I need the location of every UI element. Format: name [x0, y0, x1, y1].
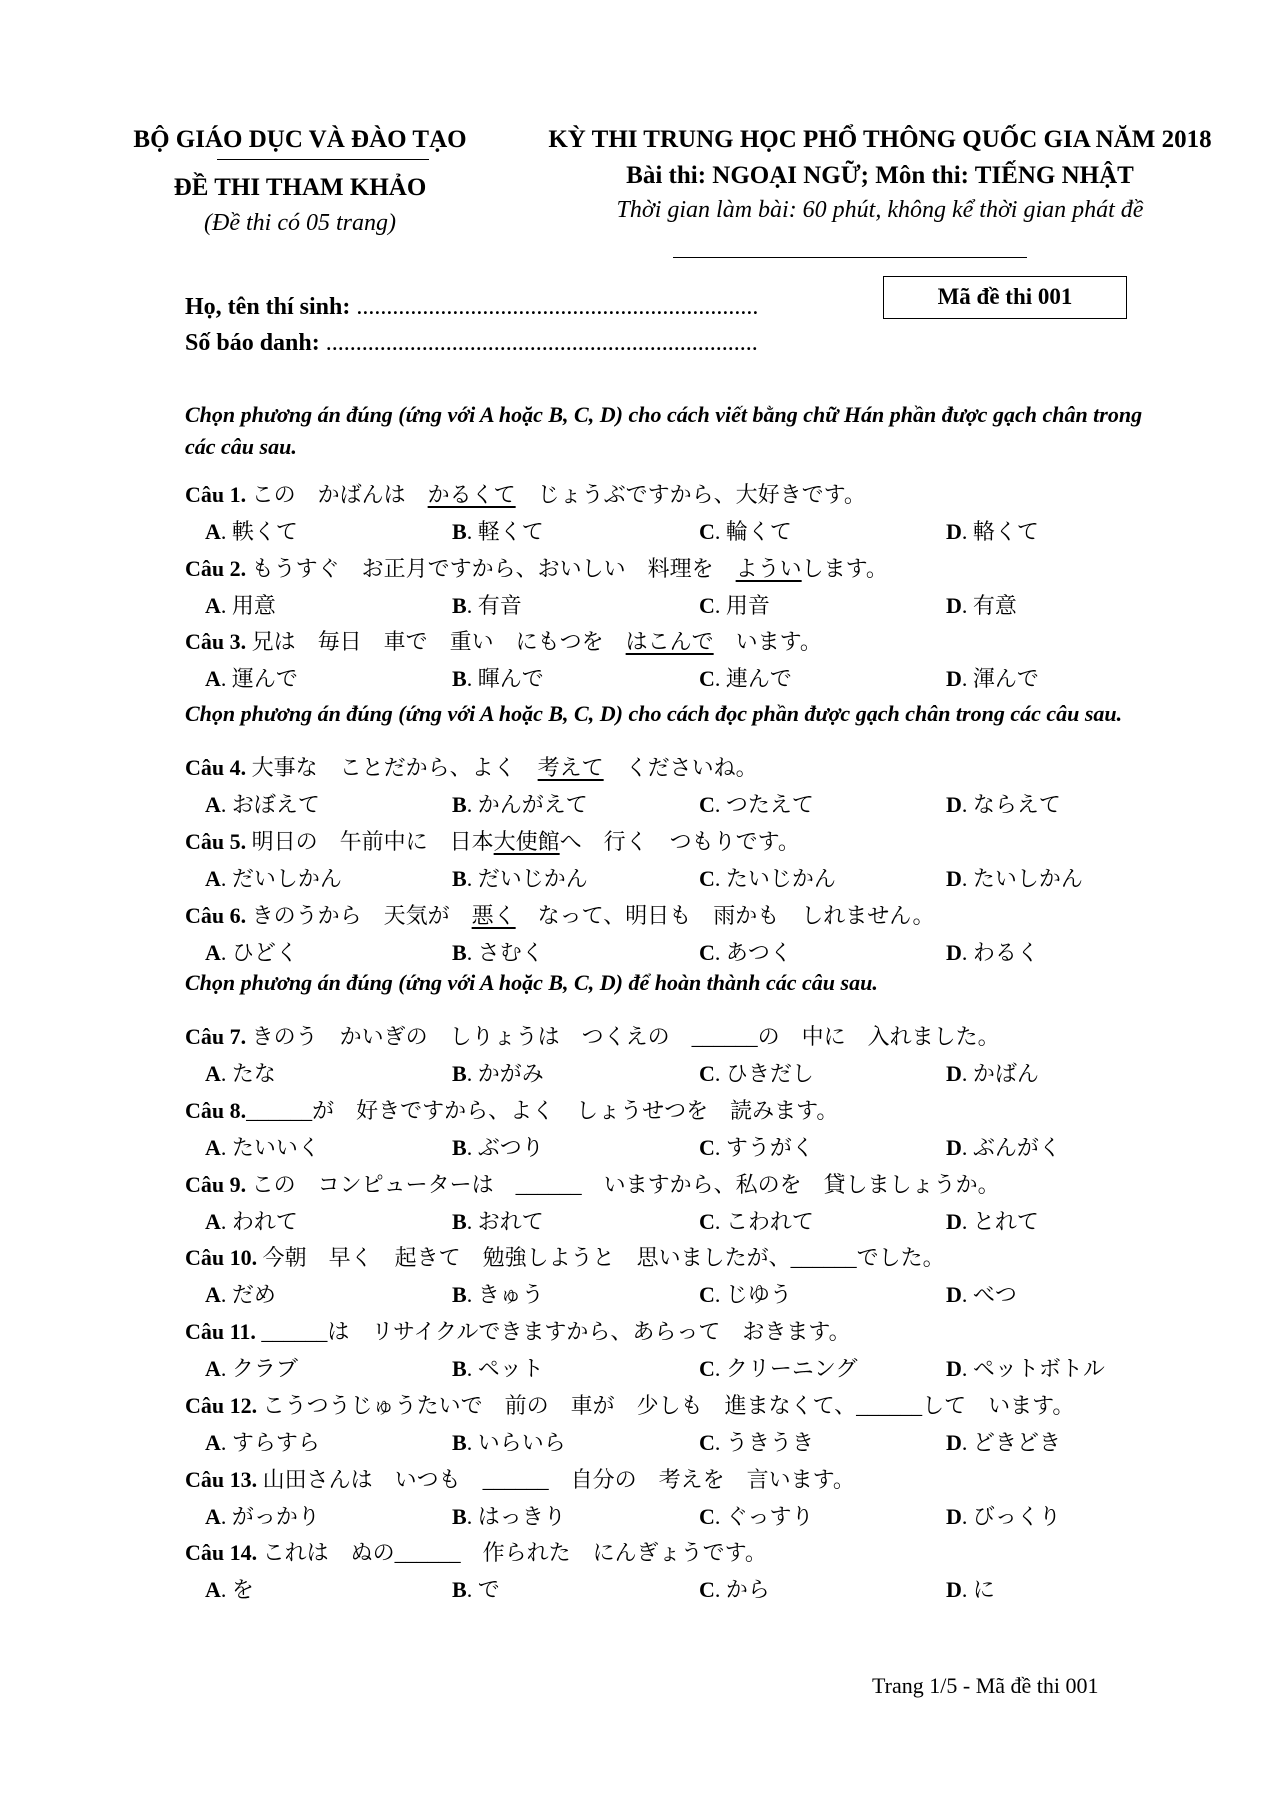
section-instruction: Chọn phương án đúng (ứng với A hoặc B, C, D) cho cách viết bằng chữ Hán phần được gạch chân trong các câu sau. — [185, 402, 1143, 459]
answer-option[interactable] — [699, 1131, 814, 1162]
answer-option[interactable] — [699, 1278, 792, 1309]
option-text: . だいじかん — [466, 866, 588, 891]
answer-options — [205, 1426, 1105, 1456]
underlined-text: かるくて — [427, 482, 516, 507]
question-stem — [185, 552, 888, 583]
answer-option[interactable] — [205, 1278, 276, 1309]
option-text: . すらすら — [220, 1430, 320, 1455]
answer-option[interactable] — [946, 1205, 1039, 1236]
option-letter: D — [946, 1430, 962, 1455]
option-letter: B — [452, 1282, 467, 1307]
answer-option[interactable] — [205, 662, 298, 693]
answer-option[interactable] — [699, 1352, 857, 1383]
option-letter: A — [205, 792, 221, 817]
option-letter: A — [205, 1504, 221, 1529]
option-text: . ならえて — [961, 792, 1061, 817]
option-letter: A — [205, 1061, 221, 1086]
question-text: じょうぶですから、大好きです。 — [515, 482, 866, 507]
answer-option[interactable] — [205, 589, 276, 620]
question-number: Câu 8. — [185, 1098, 247, 1123]
question-text: 明日の 午前中に 日本 — [246, 829, 494, 854]
option-letter: D — [946, 1061, 962, 1086]
answer-option[interactable] — [699, 1205, 814, 1236]
exam-type: ĐỀ THI THAM KHẢO — [173, 174, 427, 201]
answer-options — [205, 1057, 1105, 1087]
question-text: 今朝 早く 起きて 勉強しようと 思いましたが、______でした。 — [257, 1245, 945, 1270]
answer-option[interactable] — [699, 589, 770, 620]
answer-option[interactable] — [946, 862, 1083, 893]
answer-options — [205, 1205, 1105, 1235]
page-footer: Trang 1/5 - Mã đề thi 001 — [872, 1673, 1099, 1698]
option-letter: B — [452, 1061, 467, 1086]
question-stem — [185, 1315, 851, 1346]
option-letter: B — [452, 866, 467, 891]
option-letter: C — [699, 666, 715, 691]
option-letter: A — [205, 519, 221, 544]
question-text: ______は リサイクルできますから、あらって おきます。 — [255, 1319, 851, 1344]
option-letter: B — [452, 940, 467, 965]
option-text: . たな — [220, 1061, 276, 1086]
question-number: Câu 10. — [185, 1245, 258, 1270]
answer-option[interactable] — [452, 515, 544, 546]
candidate-id-dots: ........................................................................ — [325, 330, 758, 356]
answer-options — [205, 662, 1105, 692]
option-text: . ぶつり — [466, 1135, 544, 1160]
option-text: . ひどく — [220, 940, 298, 965]
answer-option[interactable] — [946, 1057, 1039, 1088]
option-text: . 連んで — [714, 666, 792, 691]
option-text: . かばん — [961, 1061, 1039, 1086]
answer-options — [205, 862, 1105, 892]
option-letter: C — [699, 792, 715, 817]
option-text: . で — [466, 1577, 500, 1602]
answer-option[interactable] — [452, 1426, 566, 1457]
option-letter: D — [946, 866, 962, 891]
option-letter: B — [452, 1209, 467, 1234]
answer-option[interactable] — [205, 1500, 320, 1531]
answer-option[interactable] — [452, 1278, 544, 1309]
question-stem — [185, 1094, 838, 1125]
option-letter: C — [699, 593, 715, 618]
question-number: Câu 14. — [185, 1540, 258, 1565]
option-text: . びっくり — [961, 1504, 1061, 1529]
answer-option[interactable] — [946, 1573, 995, 1604]
option-text: . すうがく — [714, 1135, 814, 1160]
option-text: . クリーニング — [714, 1356, 858, 1381]
option-letter: D — [946, 666, 962, 691]
option-letter: A — [205, 940, 221, 965]
option-text: . を — [220, 1577, 254, 1602]
option-text: . とれて — [961, 1209, 1039, 1234]
answer-option[interactable] — [946, 589, 1017, 620]
answer-option[interactable] — [946, 936, 1039, 967]
option-text: . 有意 — [961, 593, 1017, 618]
option-letter: C — [699, 1356, 715, 1381]
option-text: . 軼くて — [220, 519, 298, 544]
option-letter: B — [452, 593, 467, 618]
option-letter: C — [699, 1135, 715, 1160]
question-stem — [185, 899, 935, 930]
question-number: Câu 3. — [185, 629, 247, 654]
section-instruction: Chọn phương án đúng (ứng với A hoặc B, C, D) để hoàn thành các câu sau. — [185, 970, 878, 995]
option-letter: D — [946, 1209, 962, 1234]
question-stem — [185, 1536, 767, 1567]
underlined-text: はこんで — [625, 629, 714, 654]
answer-option[interactable] — [452, 862, 588, 893]
answer-option[interactable] — [699, 788, 814, 819]
question-number: Câu 1. — [185, 482, 247, 507]
answer-option[interactable] — [699, 1573, 770, 1604]
question-stem — [185, 1020, 1000, 1051]
question-number: Câu 4. — [185, 755, 247, 780]
answer-option[interactable] — [946, 1352, 1105, 1383]
question-number: Câu 6. — [185, 903, 247, 928]
answer-option[interactable] — [205, 1426, 320, 1457]
option-text: . 軽くて — [466, 519, 544, 544]
option-letter: A — [205, 1282, 221, 1307]
option-letter: D — [946, 1356, 962, 1381]
question-stem — [185, 825, 800, 856]
answer-option[interactable] — [699, 662, 792, 693]
option-letter: C — [699, 1209, 715, 1234]
option-letter: B — [452, 1135, 467, 1160]
answer-option[interactable] — [699, 1500, 813, 1531]
question-text: くださいね。 — [603, 755, 758, 780]
section-instruction: Chọn phương án đúng (ứng với A hoặc B, C, D) cho cách đọc phần được gạch chân trong các câu sau. — [185, 701, 1123, 726]
option-text: . 用音 — [714, 593, 770, 618]
question-text: ______が 好きですから、よく しょうせつを 読みます。 — [246, 1098, 839, 1123]
question-number: Câu 9. — [185, 1172, 247, 1197]
option-letter: B — [452, 1356, 467, 1381]
question-text: へ 行く つもりです。 — [559, 829, 800, 854]
option-text: . かんがえて — [466, 792, 588, 817]
question-stem — [185, 625, 822, 656]
option-letter: D — [946, 792, 962, 817]
candidate-name-label: Họ, tên thí sinh: — [185, 294, 351, 320]
question-stem — [185, 478, 866, 509]
option-letter: D — [946, 1282, 962, 1307]
question-text: します。 — [801, 556, 888, 581]
answer-option[interactable] — [205, 862, 342, 893]
option-text: . 輅くて — [961, 519, 1039, 544]
answer-option[interactable] — [699, 515, 792, 546]
answer-option[interactable] — [205, 1573, 254, 1604]
question-text: この かばんは — [246, 482, 428, 507]
option-letter: D — [946, 1135, 962, 1160]
option-text: . べつ — [961, 1282, 1017, 1307]
answer-option[interactable] — [205, 936, 298, 967]
option-text: . ぶんがく — [961, 1135, 1061, 1160]
option-text: . じゆう — [714, 1282, 792, 1307]
answer-option[interactable] — [699, 1057, 814, 1088]
question-stem — [185, 751, 758, 782]
answer-option[interactable] — [699, 1426, 814, 1457]
option-text: . たいじかん — [714, 866, 836, 891]
answer-option[interactable] — [946, 662, 1039, 693]
question-number: Câu 13. — [185, 1467, 258, 1492]
option-letter: C — [699, 1577, 715, 1602]
option-letter: C — [699, 1061, 715, 1086]
option-text: . がっかり — [220, 1504, 320, 1529]
answer-option[interactable] — [205, 515, 298, 546]
question-number: Câu 12. — [185, 1393, 258, 1418]
option-letter: A — [205, 1209, 221, 1234]
option-text: . クラブ — [220, 1356, 298, 1381]
answer-options — [205, 1278, 1105, 1308]
answer-option[interactable] — [946, 515, 1039, 546]
answer-options — [205, 936, 1105, 966]
option-text: . つたえて — [714, 792, 814, 817]
question-stem — [185, 1463, 855, 1494]
option-text: . ペット — [466, 1356, 544, 1381]
option-letter: B — [452, 519, 467, 544]
answer-option[interactable] — [452, 1352, 544, 1383]
answer-option[interactable] — [205, 1352, 298, 1383]
question-stem — [185, 1389, 1074, 1420]
option-text: . いらいら — [466, 1430, 566, 1455]
underlined-text: ようい — [735, 556, 802, 581]
option-letter: D — [946, 1577, 962, 1602]
header-right-rule — [673, 257, 1027, 258]
answer-options — [205, 589, 1105, 619]
option-text: . 用意 — [220, 593, 276, 618]
option-letter: B — [452, 666, 467, 691]
question-text: きのう かいぎの しりょうは つくえの ______の 中に 入れました。 — [246, 1024, 1000, 1049]
option-text: . 渾んで — [961, 666, 1039, 691]
answer-option[interactable] — [452, 1205, 544, 1236]
exam-code-box: Mã đề thi 001 — [883, 276, 1127, 319]
pages-note: (Đề thi có 05 trang) — [204, 210, 396, 236]
option-letter: A — [205, 1430, 221, 1455]
option-text: . に — [961, 1577, 995, 1602]
option-text: . ひきだし — [714, 1061, 814, 1086]
time-note: Thời gian làm bài: 60 phút, không kể thời gian phát đề — [616, 197, 1144, 223]
option-text: . から — [714, 1577, 770, 1602]
ministry-name: BỘ GIÁO DỤC VÀ ĐÀO TẠO — [133, 126, 467, 153]
question-number: Câu 2. — [185, 556, 247, 581]
answer-options — [205, 1131, 1105, 1161]
exam-title: KỲ THI TRUNG HỌC PHỔ THÔNG QUỐC GIA NĂM 2018 — [548, 126, 1212, 153]
option-letter: B — [452, 1504, 467, 1529]
option-letter: D — [946, 940, 962, 965]
underlined-text: 悪く — [471, 903, 516, 928]
question-number: Câu 11. — [185, 1319, 256, 1344]
answer-option[interactable] — [946, 1426, 1061, 1457]
option-text: . はっきり — [466, 1504, 566, 1529]
option-text: . おれて — [466, 1209, 544, 1234]
question-text: 兄は 毎日 車で 重い にもつを — [246, 629, 626, 654]
option-letter: B — [452, 792, 467, 817]
answer-option[interactable] — [946, 1131, 1061, 1162]
answer-option[interactable] — [452, 936, 544, 967]
question-text: きのうから 天気が — [246, 903, 472, 928]
option-letter: A — [205, 1356, 221, 1381]
answer-option[interactable] — [452, 1573, 500, 1604]
answer-option[interactable] — [452, 1057, 544, 1088]
option-letter: D — [946, 593, 962, 618]
question-number: Câu 5. — [185, 829, 247, 854]
candidate-id-field — [185, 330, 758, 357]
option-text: . 暉んで — [466, 666, 544, 691]
option-text: . ペットボトル — [961, 1356, 1105, 1381]
question-text: 大事な ことだから、よく — [246, 755, 538, 780]
option-letter: C — [699, 1504, 715, 1529]
answer-options — [205, 788, 1105, 818]
option-letter: A — [205, 593, 221, 618]
option-text: . おぼえて — [220, 792, 320, 817]
option-text: . たいしかん — [961, 866, 1083, 891]
option-letter: A — [205, 866, 221, 891]
candidate-id-label: Số báo danh: — [185, 330, 320, 356]
option-text: . われて — [220, 1209, 298, 1234]
question-text: これは ぬの______ 作られた にんぎょうです。 — [257, 1540, 767, 1565]
answer-option[interactable] — [946, 788, 1061, 819]
question-number: Câu 7. — [185, 1024, 247, 1049]
option-text: . 有音 — [466, 593, 522, 618]
answer-option[interactable] — [452, 589, 522, 620]
question-text: 山田さんは いつも ______ 自分の 考えを 言います。 — [257, 1467, 855, 1492]
option-letter: B — [452, 1430, 467, 1455]
option-letter: B — [452, 1577, 467, 1602]
question-text: います。 — [713, 629, 822, 654]
option-text: . 輪くて — [714, 519, 792, 544]
answer-option[interactable] — [699, 862, 836, 893]
option-text: . だめ — [220, 1282, 276, 1307]
answer-option[interactable] — [205, 1205, 298, 1236]
question-stem — [185, 1241, 945, 1272]
underlined-text: 大使館 — [493, 829, 560, 854]
option-text: . さむく — [466, 940, 544, 965]
answer-option[interactable] — [452, 788, 588, 819]
option-letter: C — [699, 866, 715, 891]
option-letter: C — [699, 940, 715, 965]
option-text: . かがみ — [466, 1061, 544, 1086]
option-text: . 運んで — [220, 666, 298, 691]
answer-options — [205, 1352, 1105, 1382]
option-letter: A — [205, 1135, 221, 1160]
option-text: . あつく — [714, 940, 792, 965]
answer-option[interactable] — [946, 1278, 1017, 1309]
question-stem — [185, 1168, 1000, 1199]
answer-option[interactable] — [452, 662, 544, 693]
option-letter: C — [699, 1282, 715, 1307]
answer-option[interactable] — [205, 1131, 320, 1162]
question-text: なって、明日も 雨かも しれません。 — [515, 903, 935, 928]
answer-options — [205, 515, 1105, 545]
option-letter: C — [699, 1430, 715, 1455]
answer-option[interactable] — [699, 936, 792, 967]
option-text: . どきどき — [961, 1430, 1061, 1455]
answer-option[interactable] — [946, 1500, 1061, 1531]
answer-option[interactable] — [205, 788, 320, 819]
option-text: . たいいく — [220, 1135, 320, 1160]
underlined-text: 考えて — [537, 755, 604, 780]
answer-options — [205, 1573, 1105, 1603]
option-letter: C — [699, 519, 715, 544]
option-letter: A — [205, 1577, 221, 1602]
option-text: . きゅう — [466, 1282, 544, 1307]
answer-option[interactable] — [452, 1500, 566, 1531]
answer-options — [205, 1500, 1105, 1530]
option-text: . ぐっすり — [714, 1504, 814, 1529]
question-text: もうすぐ お正月ですから、おいしい 料理を — [246, 556, 736, 581]
header-left-rule — [217, 159, 429, 160]
option-text: . わるく — [961, 940, 1039, 965]
candidate-name-field — [185, 294, 758, 321]
answer-option[interactable] — [205, 1057, 276, 1088]
question-text: この コンピューターは ______ いますから、私のを 貸しましょうか。 — [246, 1172, 1000, 1197]
option-letter: A — [205, 666, 221, 691]
candidate-name-dots: ................................................................... — [356, 294, 759, 320]
option-letter: D — [946, 519, 962, 544]
option-text: . だいしかん — [220, 866, 342, 891]
question-text: こうつうじゅうたいで 前の 車が 少しも 進まなくて、______して います。 — [257, 1393, 1075, 1418]
option-text: . うきうき — [714, 1430, 814, 1455]
option-letter: D — [946, 1504, 962, 1529]
exam-subject: Bài thi: NGOẠI NGỮ; Môn thi: TIẾNG NHẬT — [626, 162, 1134, 189]
answer-option[interactable] — [452, 1131, 544, 1162]
option-text: . こわれて — [714, 1209, 814, 1234]
